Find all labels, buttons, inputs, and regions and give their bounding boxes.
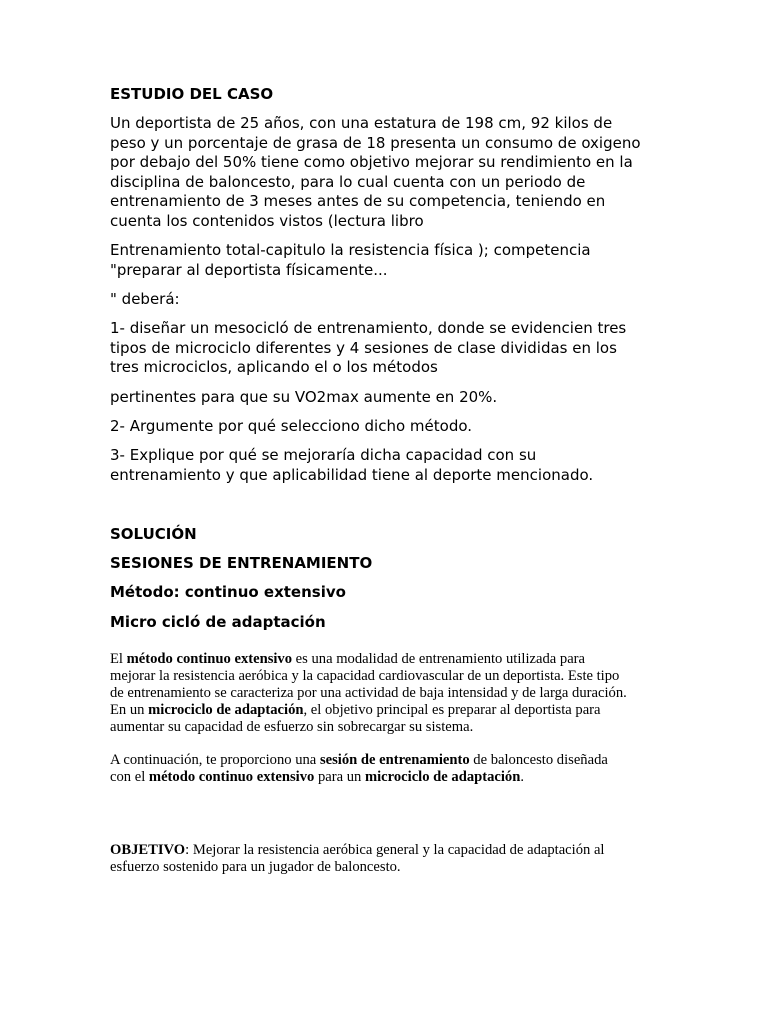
task-1-continuation: pertinentes para que su VO2max aumente en 20%. — [110, 388, 498, 406]
paragraph-line: aumentar su capacidad de esfuerzo sin sobrecargar su sistema. — [110, 719, 474, 735]
reference-line: Entrenamiento total-capitulo la resistencia física ); competencia — [110, 241, 591, 259]
intro-line: disciplina de baloncesto, para lo cual cuenta con un periodo de — [110, 172, 586, 191]
intro-line: por debajo del 50% tiene como objetivo mejorar su rendimiento en la — [110, 153, 633, 171]
task-1-line: tipos de microciclo diferentes y 4 sesiones de clase divididas en los — [110, 338, 617, 357]
session-paragraph — [110, 752, 670, 786]
intro-line: cuenta los contenidos vistos (lectura libro — [110, 211, 424, 230]
bold-term: método continuo extensivo — [148, 769, 315, 785]
paragraph-line: OBJETIVO: Mejorar la resistencia aeróbica general y la capacidad de adaptación al — [110, 842, 605, 858]
paragraph-line: El método continuo extensivo es una modalidad de entrenamiento utilizada para — [110, 651, 586, 667]
bold-term: microciclo de adaptación — [148, 702, 304, 718]
objective-label: OBJETIVO — [110, 842, 186, 858]
method-heading: Método: continuo extensivo — [110, 583, 346, 601]
reference-line: "preparar al deportista físicamente... — [110, 260, 388, 279]
task-1-paragraph — [110, 319, 670, 378]
intro-line: Un deportista de 25 años, con una estatura de 198 cm, 92 kilos de — [110, 114, 613, 132]
intro-line: peso y un porcentaje de grasa de 18 presenta un consumo de oxigeno — [110, 133, 641, 152]
paragraph-line: con el método continuo extensivo para un microciclo de adaptación. — [110, 769, 525, 785]
debera-text: " deberá: — [110, 290, 180, 308]
task-3-line: 3- Explique por qué se mejoraría dicha capacidad con su — [110, 446, 537, 464]
paragraph-line: mejorar la resistencia aeróbica y la capacidad cardiovascular de un deportista. Este tipo — [110, 668, 620, 684]
task-2: 2- Argumente por qué selecciono dicho método. — [110, 417, 473, 435]
micro-cycle-heading: Micro cicló de adaptación — [110, 613, 326, 631]
task-1-line: tres microciclos, aplicando el o los métodos — [110, 358, 438, 376]
paragraph-line: esfuerzo sostenido para un jugador de baloncesto. — [110, 859, 401, 875]
case-title: ESTUDIO DEL CASO — [110, 85, 274, 103]
task-1-line: 1- diseñar un mesocicló de entrenamiento, donde se evidencien tres — [110, 319, 627, 337]
bold-term: microciclo de adaptación — [364, 769, 521, 785]
method-paragraph — [110, 651, 670, 736]
paragraph-line: de entrenamiento se caracteriza por una actividad de baja intensidad y de larga duración. — [110, 685, 627, 701]
paragraph-line: En un microciclo de adaptación, el objetivo principal es preparar al deportista para — [110, 702, 601, 718]
bold-term: sesión de entrenamiento — [319, 752, 470, 768]
task-3-line: entrenamiento y que aplicabilidad tiene al deporte mencionado. — [110, 465, 594, 484]
sessions-heading: SESIONES DE ENTRENAMIENTO — [110, 554, 373, 572]
intro-paragraph — [110, 114, 670, 231]
paragraph-line: A continuación, te proporciono una sesión de entrenamiento de baloncesto diseñada — [110, 752, 608, 768]
intro-line: entrenamiento de 3 meses antes de su competencia, teniendo en — [110, 192, 606, 210]
solution-heading: SOLUCIÓN — [110, 525, 197, 543]
objective-paragraph — [110, 842, 670, 876]
task-3-paragraph — [110, 446, 670, 485]
bold-term: método continuo extensivo — [126, 651, 293, 667]
reference-paragraph — [110, 241, 670, 280]
